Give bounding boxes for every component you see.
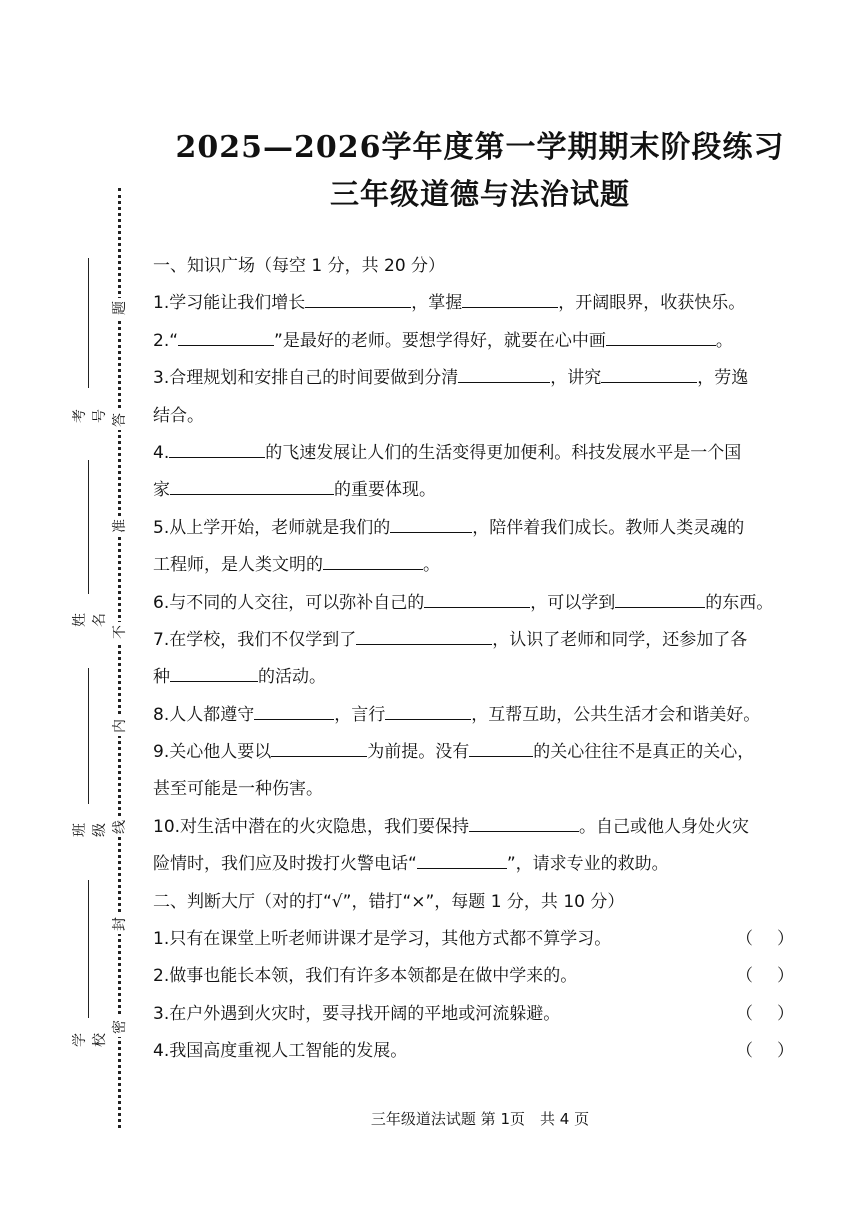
page-footer: 三年级道法试题 第 1页 共 4 页 [370, 1110, 590, 1128]
answer-blank[interactable] [271, 737, 367, 757]
answer-paren[interactable]: （ ） [736, 1041, 794, 1062]
answer-blank[interactable] [615, 588, 705, 608]
question-10: 10.对生活中潜在的火灾隐患，我们要保持 。自己或他人身处火灾 [153, 809, 798, 846]
seal-char: 线 [110, 817, 130, 837]
answer-paren[interactable]: （ ） [736, 929, 794, 950]
seal-char: 题 [110, 298, 130, 318]
section2-heading: 二、判断大厅（对的打“√”，错打“×”，每题 1 分，共 10 分） [153, 891, 625, 912]
answer-blank[interactable] [462, 288, 558, 308]
seal-char: 密 [110, 1017, 130, 1037]
question-10-cont: 险情时，我们应及时拨打火警电话“ ”，请求专业的救助。 [153, 846, 798, 883]
question-3: 3.合理规划和安排自己的时间要做到分清 ，讲究 ，劳逸 [153, 360, 798, 397]
page-title: 2025—2026学年度第一学期期末阶段练习 [175, 130, 785, 165]
seal-char: 答 [110, 410, 130, 430]
answer-blank[interactable] [424, 588, 530, 608]
question-5-cont: 工程师，是人类文明的 。 [153, 547, 798, 584]
judge-item: 3.在户外遇到火灾时，要寻找开阔的平地或河流躲避。 （ ） [153, 996, 798, 1033]
answer-blank[interactable] [169, 438, 265, 458]
answer-blank[interactable] [469, 737, 533, 757]
question-6: 6.与不同的人交往，可以弥补自己的 ，可以学到 的东西。 [153, 585, 798, 622]
class-line [88, 668, 89, 804]
school-label: 学校 [72, 1033, 108, 1047]
name-label: 姓名 [72, 613, 108, 627]
judge-item: 2.做事也能长本领，我们有许多本领都是在做中学来的。 （ ） [153, 958, 798, 995]
answer-blank[interactable] [458, 363, 550, 383]
answer-blank[interactable] [254, 700, 334, 720]
question-1: 1.学习能让我们增长 ，掌握 ，开阔眼界，收获快乐。 [153, 285, 798, 322]
exam-number-line [88, 258, 89, 388]
answer-blank[interactable] [385, 700, 471, 720]
answer-blank[interactable] [356, 625, 492, 645]
answer-blank[interactable] [469, 812, 579, 832]
question-9-cont: 甚至可能是一种伤害。 [153, 779, 323, 800]
answer-blank[interactable] [170, 662, 258, 682]
question-4: 4. 的飞速发展让人们的生活变得更加便利。科技发展水平是一个国 [153, 435, 798, 472]
answer-blank[interactable] [305, 288, 411, 308]
answer-blank[interactable] [170, 475, 334, 495]
question-2: 2.“ ”是最好的老师。要想学得好，就要在心中画 。 [153, 323, 798, 360]
seal-char: 准 [110, 516, 130, 536]
answer-blank[interactable] [417, 849, 507, 869]
section1-heading: 一、知识广场（每空 1 分，共 20 分） [153, 256, 446, 276]
answer-paren[interactable]: （ ） [736, 1003, 794, 1024]
answer-blank[interactable] [178, 326, 274, 346]
answer-paren[interactable]: （ ） [736, 966, 794, 987]
answer-blank[interactable] [601, 363, 697, 383]
question-7-cont: 种 的活动。 [153, 659, 798, 696]
question-4-cont: 家 的重要体现。 [153, 472, 798, 509]
question-3-cont: 结合。 [153, 405, 204, 426]
exam-number-label: 考号 [72, 409, 108, 423]
school-line [88, 880, 89, 1018]
seal-char: 封 [110, 914, 130, 934]
answer-blank[interactable] [390, 513, 472, 533]
seal-char: 不 [110, 622, 130, 642]
question-5: 5.从上学开始，老师就是我们的 ，陪伴着我们成长。教师人类灵魂的 [153, 510, 798, 547]
judge-item: 4.我国高度重视人工智能的发展。 （ ） [153, 1033, 798, 1070]
name-line [88, 460, 89, 594]
page-subtitle: 三年级道德与法治试题 [329, 177, 630, 211]
class-label: 班级 [72, 823, 108, 837]
question-9: 9.关心他人要以 为前提。没有 的关心往往不是真正的关心， [153, 734, 798, 771]
binding-dotted-line [118, 188, 121, 1128]
answer-blank[interactable] [606, 326, 716, 346]
question-8: 8.人人都遵守 ，言行 ，互帮互助，公共生活才会和谐美好。 [153, 697, 798, 734]
question-body [153, 248, 798, 1071]
judge-item: 1.只有在课堂上听老师讲课才是学习，其他方式都不算学习。 （ ） [153, 921, 798, 958]
seal-char: 内 [110, 716, 130, 736]
answer-blank[interactable] [323, 550, 423, 570]
question-7: 7.在学校，我们不仅学到了 ，认识了老师和同学，还参加了各 [153, 622, 798, 659]
